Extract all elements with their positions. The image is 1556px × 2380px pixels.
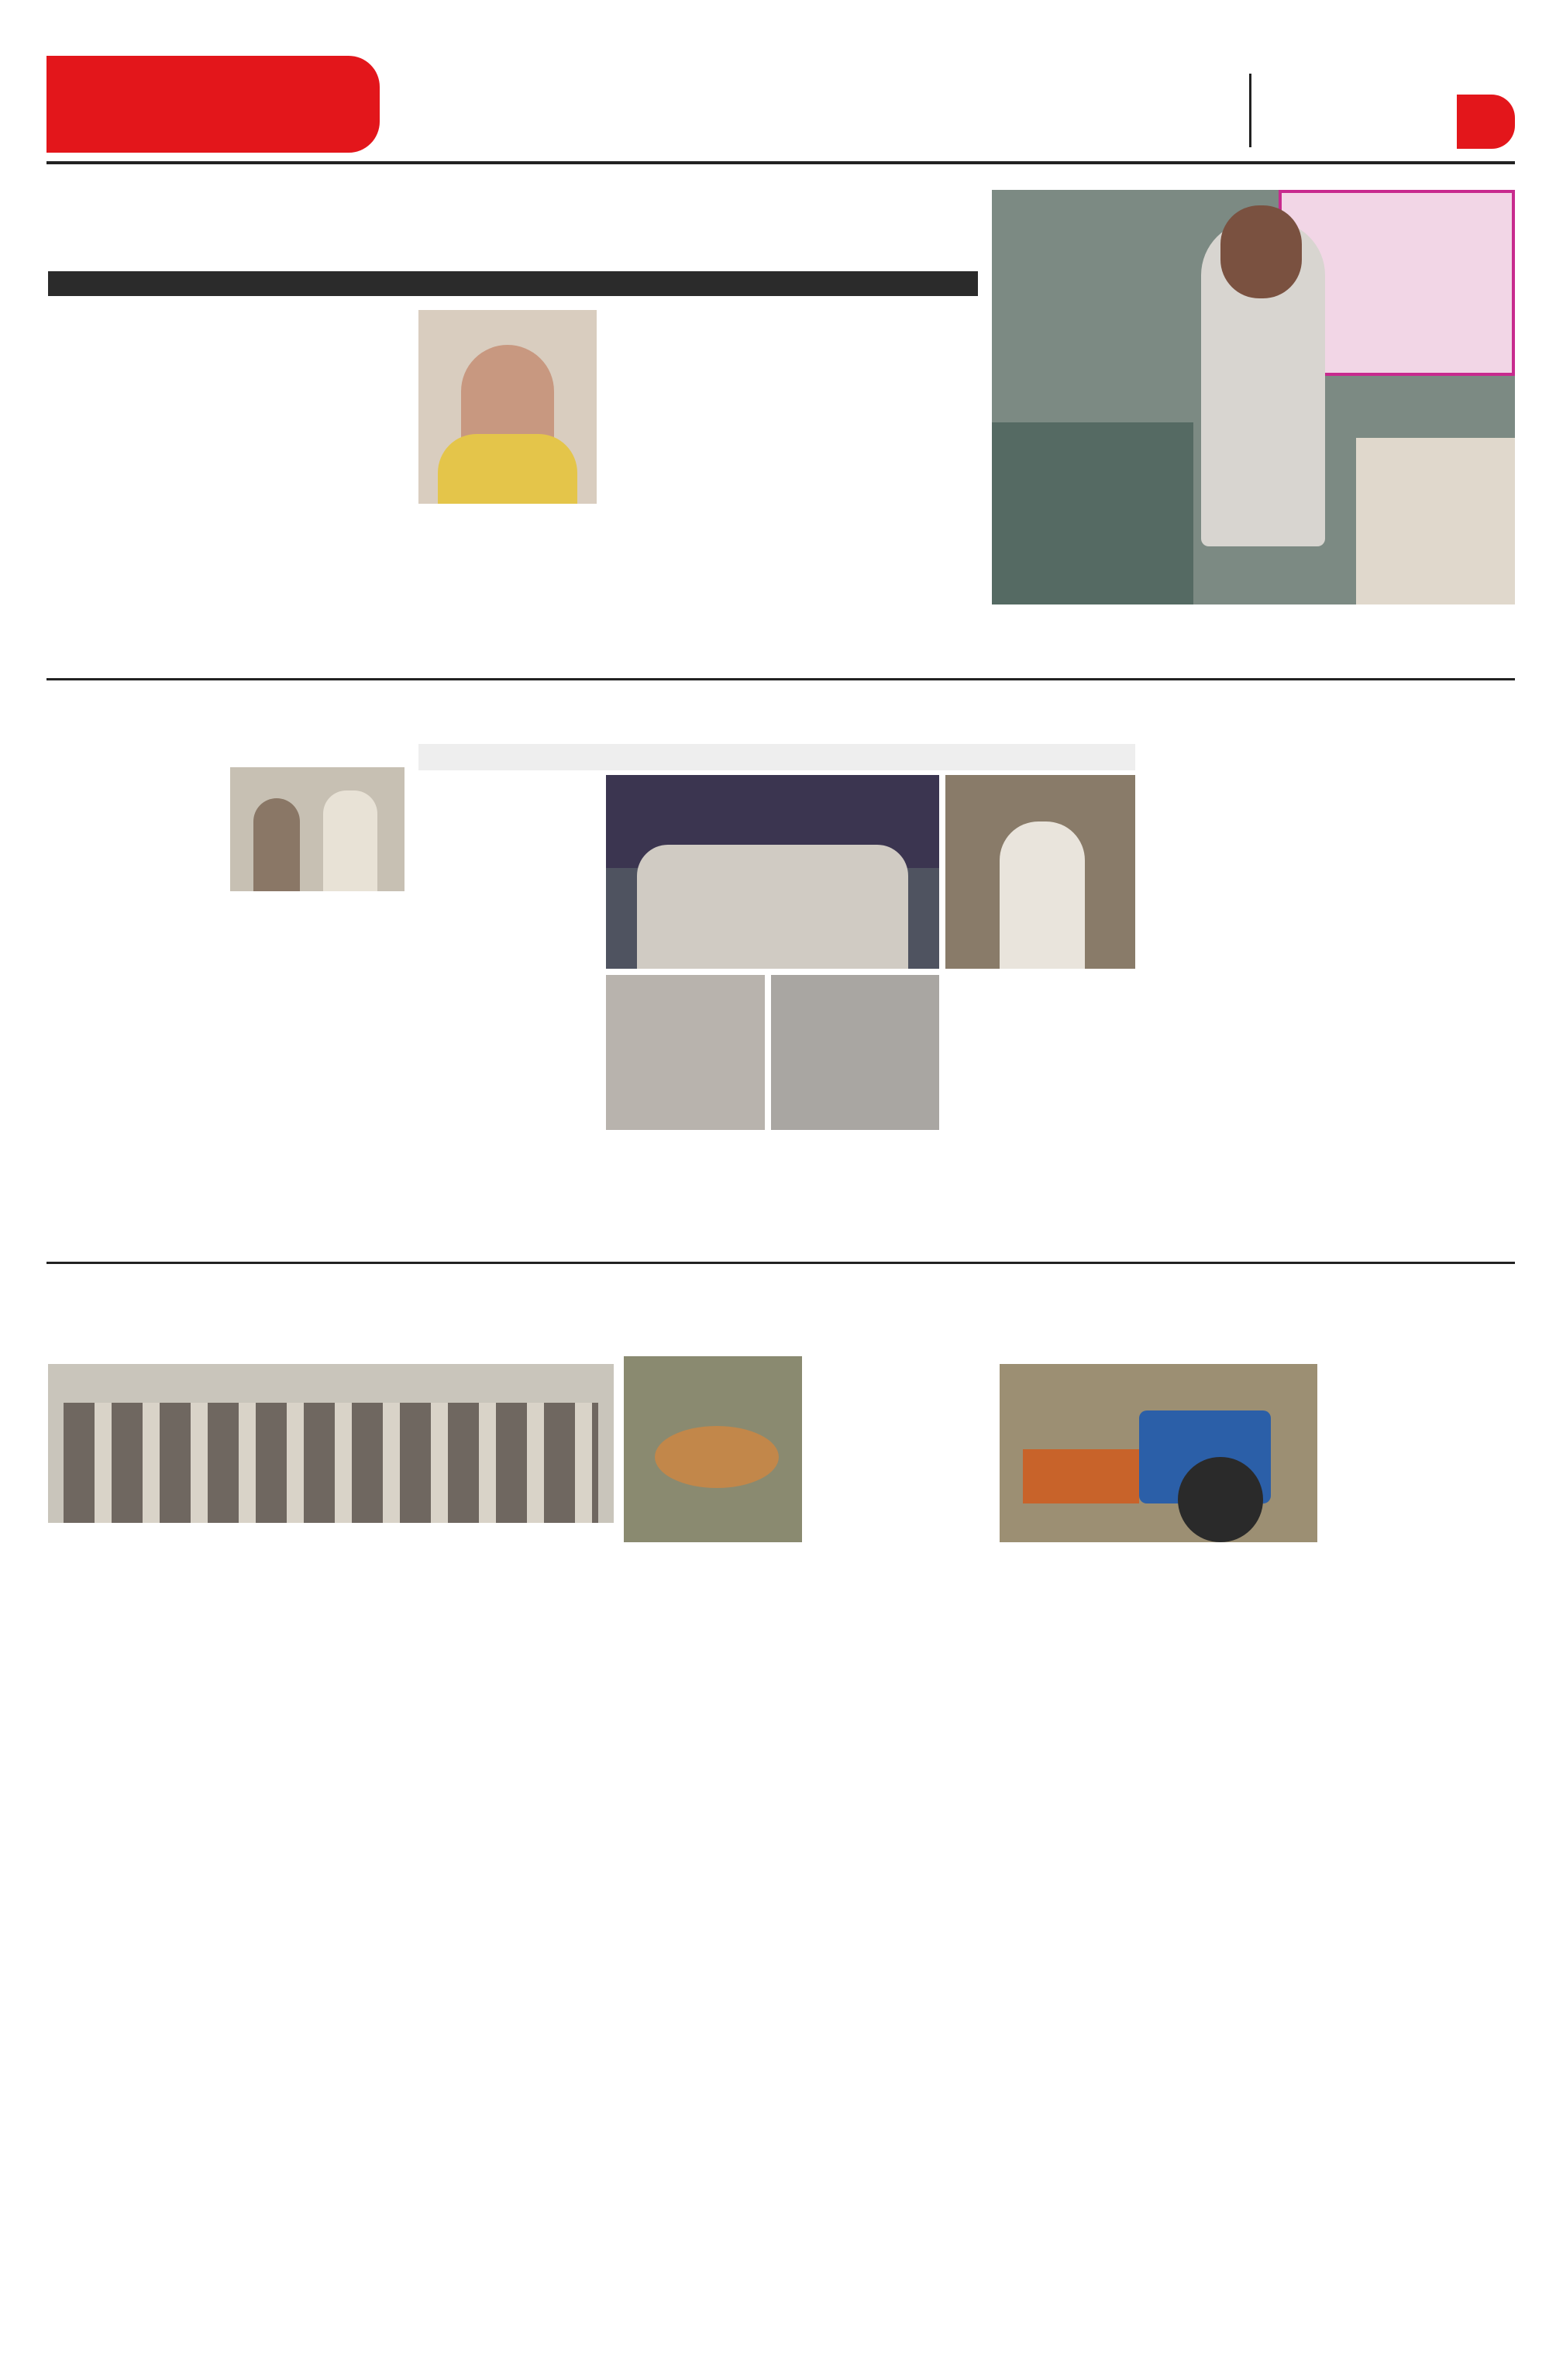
- person-a: [253, 798, 300, 891]
- story3-col2: [606, 1138, 765, 1255]
- story4-headline: [1147, 688, 1515, 762]
- award-person: [1000, 821, 1085, 969]
- story3-col1: [418, 775, 597, 1255]
- story6-deer-photo: [624, 1356, 802, 1542]
- story3-photo-2: [606, 975, 765, 1130]
- story6-headline: [624, 1271, 988, 1348]
- group-row: [64, 1403, 598, 1523]
- deer-body: [655, 1426, 779, 1488]
- story2-photo: [230, 767, 404, 891]
- story1-col4: [612, 306, 794, 670]
- story2-headline: [48, 686, 404, 759]
- section-banner: [46, 56, 380, 153]
- tractor-wheel: [1178, 1457, 1263, 1542]
- story6-col1: [624, 1548, 802, 1961]
- story3-col4: [945, 975, 1135, 1255]
- rule-row2: [46, 1262, 1515, 1264]
- story7-col1: [1000, 1550, 1155, 1961]
- story5-col1: [48, 1531, 226, 1961]
- story1-side-caption: [992, 612, 1515, 666]
- story1-subhead: [48, 271, 978, 296]
- story1-col5: [802, 306, 980, 670]
- story4-col1: [1147, 767, 1325, 1255]
- story2-col1: [48, 767, 219, 1255]
- story1-president-photo: [418, 310, 597, 504]
- event-banner-text1: [1282, 193, 1512, 208]
- story5-col3-body: [425, 1531, 614, 1961]
- story3-photo-3: [771, 975, 939, 1130]
- story7-col0: [1162, 1550, 1317, 1961]
- speaker-head: [1220, 205, 1302, 298]
- masthead-divider: [1249, 74, 1251, 147]
- story2-col2: [230, 899, 404, 1255]
- story4-col2: [1334, 767, 1515, 1255]
- story3-subhead: [418, 744, 1135, 770]
- story3-col3: [771, 1138, 939, 1255]
- story7-tractor-photo: [1000, 1364, 1317, 1542]
- audience-left: [992, 422, 1193, 604]
- story1-col1: [48, 306, 222, 670]
- stage-people: [637, 845, 908, 969]
- rule-row1: [46, 678, 1515, 680]
- story3-photo-4b: [945, 775, 1135, 969]
- story1-col2: [230, 306, 408, 670]
- audience-right: [1356, 438, 1515, 604]
- story1-event-photo: [992, 190, 1515, 604]
- person-b: [323, 790, 377, 891]
- story1-photo-caption: [418, 511, 601, 555]
- story5-subhead: [48, 1325, 614, 1355]
- page-number: [1457, 95, 1515, 149]
- story5-col2: [236, 1531, 415, 1961]
- masthead-rule: [46, 161, 1515, 164]
- story6-col2: [810, 1356, 988, 1961]
- story5-photo: [48, 1364, 614, 1523]
- story7-col2: [1327, 1364, 1515, 1961]
- shredder: [1023, 1449, 1139, 1503]
- story3-photo-1: [606, 775, 939, 969]
- story1-col3b: [418, 556, 601, 673]
- event-banner-text2: [1282, 208, 1512, 224]
- portrait-saree: [438, 434, 577, 504]
